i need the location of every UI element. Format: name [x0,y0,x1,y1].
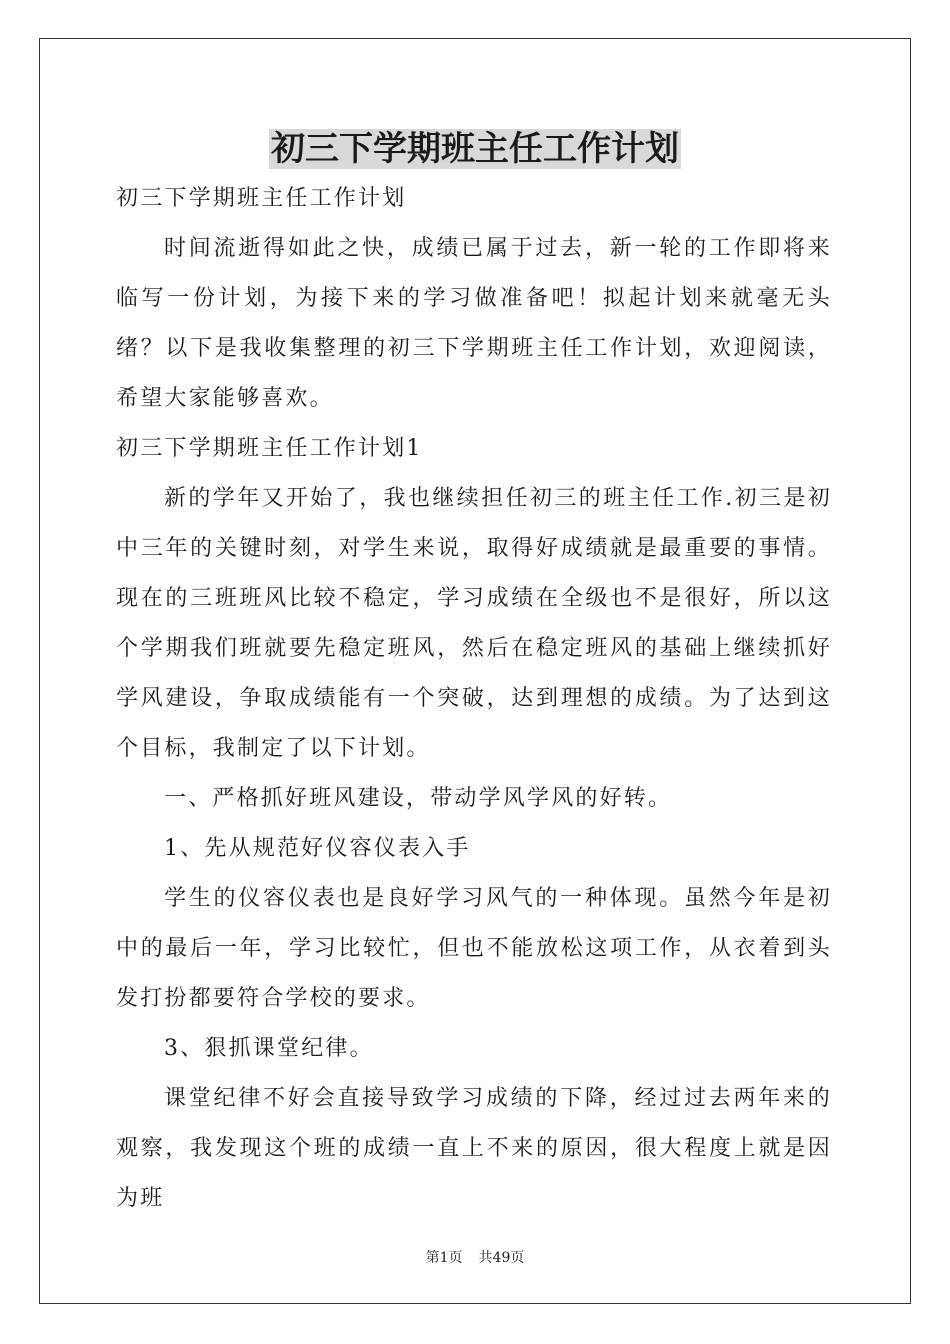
document-body [116,174,832,1224]
subpoint-heading: 1、先从规范好仪容仪表入手 [164,836,471,861]
section-heading: 初三下学期班主任工作计划1 [116,436,423,461]
subtitle-paragraph: 初三下学期班主任工作计划 [116,186,407,211]
document-title [0,126,950,172]
body-paragraph: 课堂纪律不好会直接导致学习成绩的下降，经过过去两年来的观察，我发现这个班的成绩一直上不来的原因，很大程度上就是因为班 [116,1086,832,1211]
document-title-text: 初三下学期班主任工作计划 [271,129,679,169]
subpoint-heading: 3、狠抓课堂纪律。 [164,1036,374,1061]
body-paragraph: 学生的仪容仪表也是良好学习风气的一种体现。虽然今年是初中的最后一年，学习比较忙，但也不能放松这项工作，从衣着到头发打扮都要符合学校的要求。 [116,886,832,1011]
point-heading: 一、严格抓好班风建设，带动学风学风的好转。 [164,786,673,811]
body-paragraph: 新的学年又开始了，我也继续担任初三的班主任工作.初三是初中三年的关键时刻，对学生来说，取得好成绩就是最重要的事情。现在的三班班风比较不稳定，学习成绩在全级也不是很好，所以这个学期我们班就要先稳定班风，然后在稳定班风的基础上继续抓好学风建设，争取成绩能有一个突破，达到理想的成绩。为了达到这个目标，我制定了以下计划。 [116,486,832,761]
page-footer [0,1248,950,1268]
page-total: 共49页 [478,1250,525,1266]
intro-paragraph: 时间流逝得如此之快，成绩已属于过去，新一轮的工作即将来临写一份计划，为接下来的学习做准备吧！拟起计划来就毫无头绪？以下是我收集整理的初三下学期班主任工作计划，欢迎阅读，希望大家能够喜欢。 [116,236,832,411]
page-number: 第1页 [425,1250,463,1266]
